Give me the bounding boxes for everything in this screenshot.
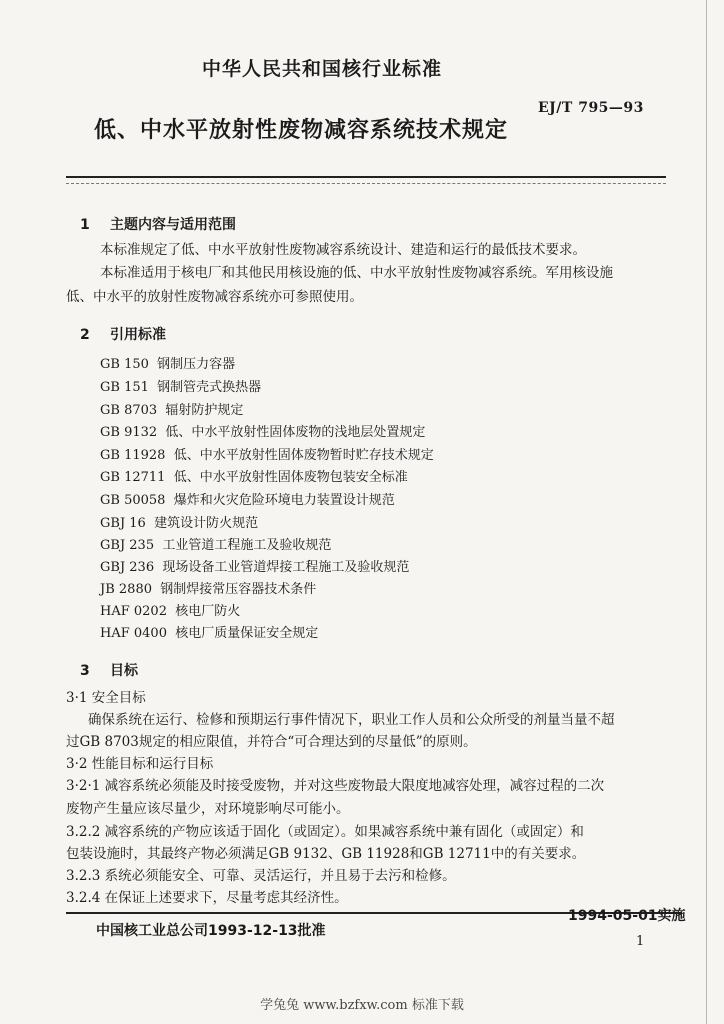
- reference-item: [100, 534, 331, 553]
- section-3-heading: [80, 660, 138, 680]
- reference-code: GB 151: [100, 380, 149, 395]
- reference-name: 爆炸和火灾危险环境电力装置设计规范: [173, 493, 395, 508]
- reference-item: [100, 600, 240, 619]
- reference-item: [100, 444, 434, 463]
- subsection-heading: 3·2 性能目标和运行目标: [66, 756, 214, 772]
- reference-code: GBJ 235: [100, 538, 155, 553]
- paragraph: 本标准规定了低、中水平放射性废物减容系统设计、建造和运行的最低技术要求。: [100, 242, 586, 258]
- paragraph: 3.2.2 减容系统的产物应该适于固化（或固定）。如果减容系统中兼有固化（或固定）和: [66, 824, 584, 840]
- reference-name: 钢制管壳式换热器: [157, 380, 262, 395]
- reference-name: 低、中水平放射性固体废物的浅地层处置规定: [165, 425, 426, 440]
- paragraph-continuation: 过GB 8703规定的相应限值，并符合“可合理达到的尽量低”的原则。: [66, 734, 477, 750]
- watermark: 学兔兔 www.bzfxw.com 标准下载: [260, 998, 464, 1013]
- reference-name: 辐射防护规定: [165, 403, 244, 418]
- page-edge-line: [706, 0, 707, 1024]
- reference-code: GBJ 16: [100, 516, 146, 531]
- section-number: 1: [80, 217, 90, 233]
- effective-date: 1994-05-01实施: [568, 908, 686, 924]
- reference-name: 核电厂防火: [175, 604, 241, 619]
- reference-name: 钢制焊接常压容器技术条件: [160, 582, 317, 597]
- reference-name: 核电厂质量保证安全规定: [175, 626, 319, 641]
- document-title: 低、中水平放射性废物减容系统技术规定: [94, 118, 509, 143]
- section-title: 目标: [110, 663, 138, 679]
- section-2-heading: [80, 324, 166, 344]
- reference-code: GB 12711: [100, 470, 166, 485]
- reference-item: [100, 512, 258, 531]
- approval-line: 中国核工业总公司1993-12-13批准: [96, 923, 326, 939]
- reference-code: GB 11928: [100, 448, 166, 463]
- reference-code: GB 9132: [100, 425, 158, 440]
- header-divider-secondary: [66, 183, 666, 184]
- paragraph: 3·2·1 减容系统必须能及时接受废物，并对这些废物最大限度地减容处理，减容过程的二次: [66, 778, 605, 794]
- paragraph: 确保系统在运行、检修和预期运行事件情况下，职业工作人员和公众所受的剂量当量不超: [88, 712, 615, 728]
- header-divider: [66, 176, 666, 178]
- reference-code: GB 8703: [100, 403, 158, 418]
- reference-code: GB 150: [100, 357, 149, 372]
- section-number: 2: [80, 327, 90, 343]
- reference-name: 低、中水平放射性固体废物暂时贮存技术规定: [173, 448, 434, 463]
- reference-name: 低、中水平放射性固体废物包装安全标准: [173, 470, 408, 485]
- paragraph: 3.2.4 在保证上述要求下，尽量考虑其经济性。: [66, 890, 348, 906]
- paragraph: 3.2.3 系统必须能安全、可靠、灵活运行，并且易于去污和检修。: [66, 868, 456, 884]
- reference-code: JB 2880: [100, 582, 152, 597]
- paragraph: 本标准适用于核电厂和其他民用核设施的低、中水平放射性废物减容系统。军用核设施: [100, 265, 613, 281]
- subsection-heading: 3·1 安全目标: [66, 690, 146, 706]
- section-number: 3: [80, 663, 90, 679]
- reference-item: [100, 466, 408, 485]
- reference-item: [100, 489, 395, 508]
- standard-category-heading: 中华人民共和国核行业标准: [201, 58, 442, 80]
- reference-item: [100, 376, 261, 395]
- reference-item: [100, 421, 425, 440]
- reference-name: 工业管道工程施工及验收规范: [162, 538, 332, 553]
- reference-code: HAF 0400: [100, 626, 167, 641]
- reference-code: HAF 0202: [100, 604, 167, 619]
- reference-name: 建筑设计防火规范: [154, 516, 259, 531]
- section-title: 引用标准: [110, 327, 166, 343]
- section-title: 主题内容与适用范围: [110, 217, 236, 233]
- reference-code: GBJ 236: [100, 560, 155, 575]
- paragraph-continuation: 废物产生量应该尽量少，对环境影响尽可能小。: [66, 801, 350, 817]
- section-1-heading: [80, 214, 236, 234]
- document-code: EJ/T 795—93: [538, 100, 644, 116]
- paragraph-continuation: 低、中水平的放射性废物减容系统亦可参照使用。: [66, 289, 363, 305]
- reference-item: [100, 578, 316, 597]
- paragraph-continuation: 包装设施时，其最终产物必须满足GB 9132、GB 11928和GB 12711中的有关要求。: [66, 846, 586, 862]
- reference-item: [100, 622, 318, 641]
- reference-name: 现场设备工业管道焊接工程施工及验收规范: [162, 560, 410, 575]
- reference-item: [100, 556, 409, 575]
- page-number: 1: [636, 934, 645, 949]
- reference-item: [100, 353, 235, 372]
- reference-item: [100, 399, 243, 418]
- reference-code: GB 50058: [100, 493, 166, 508]
- reference-name: 钢制压力容器: [157, 357, 236, 372]
